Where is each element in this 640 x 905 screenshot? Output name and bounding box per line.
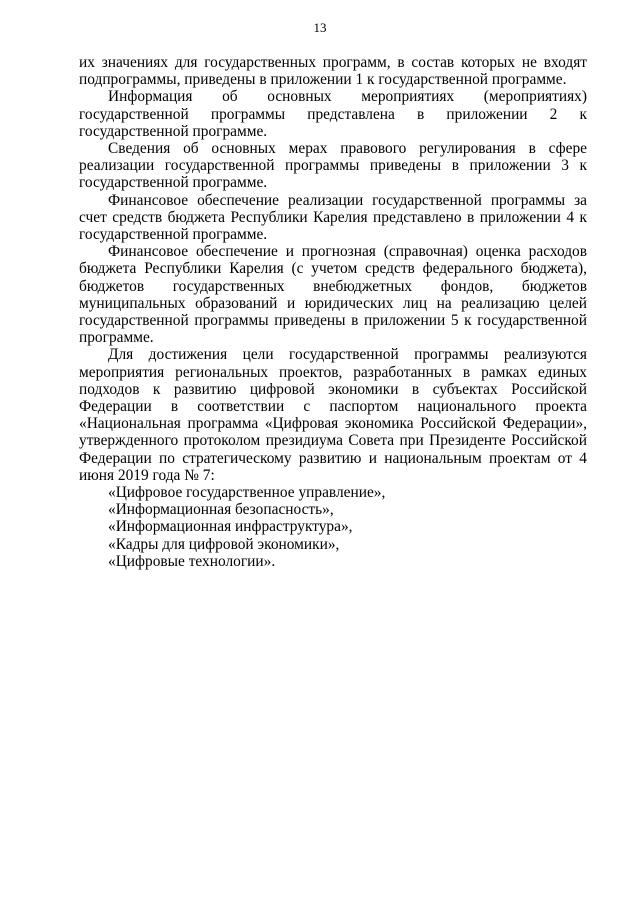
list-item: «Кадры для цифровой экономики», [108, 535, 340, 553]
regional-projects-list [79, 484, 587, 570]
paragraph-continuation: их значениях для государственных программ, в состав которых не входят подпрограммы, приведены в приложении 1 к государственной программе. [79, 54, 587, 89]
paragraph-main-activities: Информация об основных мероприятиях (мероприятиях) государственной программы представлена в приложении 2 к государственной программе. [79, 88, 587, 140]
paragraph-budget-funding: Финансовое обеспечение реализации государственной программы за счет средств бюджета Республики Карелия представлено в приложении 4 к государственной программе. [79, 191, 587, 244]
document-body [79, 54, 587, 570]
list-item: «Цифровое государственное управление», [108, 484, 386, 502]
paragraph-forecast-estimate: Финансовое обеспечение и прогнозная (справочная) оценка расходов бюджета Республики Карелия (с учетом средств федерального бюджета), бюджетов государственных внебюджетных фондов, бюджетов муниципальных образований и юридических лиц на реализацию целей государственной программы приведены в приложении 5 к государственной программе. [79, 243, 587, 347]
list-item: «Цифровые технологии». [108, 552, 276, 570]
paragraph-legal-regulation: Сведения об основных мерах правового регулирования в сфере реализации государственной программы приведены в приложении 3 к государственной программе. [79, 140, 587, 192]
list-item: «Информационная инфраструктура», [108, 518, 353, 536]
page-number: 13 [313, 20, 327, 35]
paragraph-regional-projects: Для достижения цели государственной программы реализуются мероприятия региональных проектов, разработанных в рамках единых подходов к развитию цифровой экономики в субъектах Российской Федерации в соответствии с паспортом национального проекта «Национальная программа «Цифровая экономика Российской Федерации», утвержденного протоколом президиума Совета при Президенте Российской Федерации по стратегическому развитию и национальным проектам от 4 июня 2019 года № 7: [79, 346, 587, 484]
list-item: «Информационная безопасность», [108, 501, 334, 519]
